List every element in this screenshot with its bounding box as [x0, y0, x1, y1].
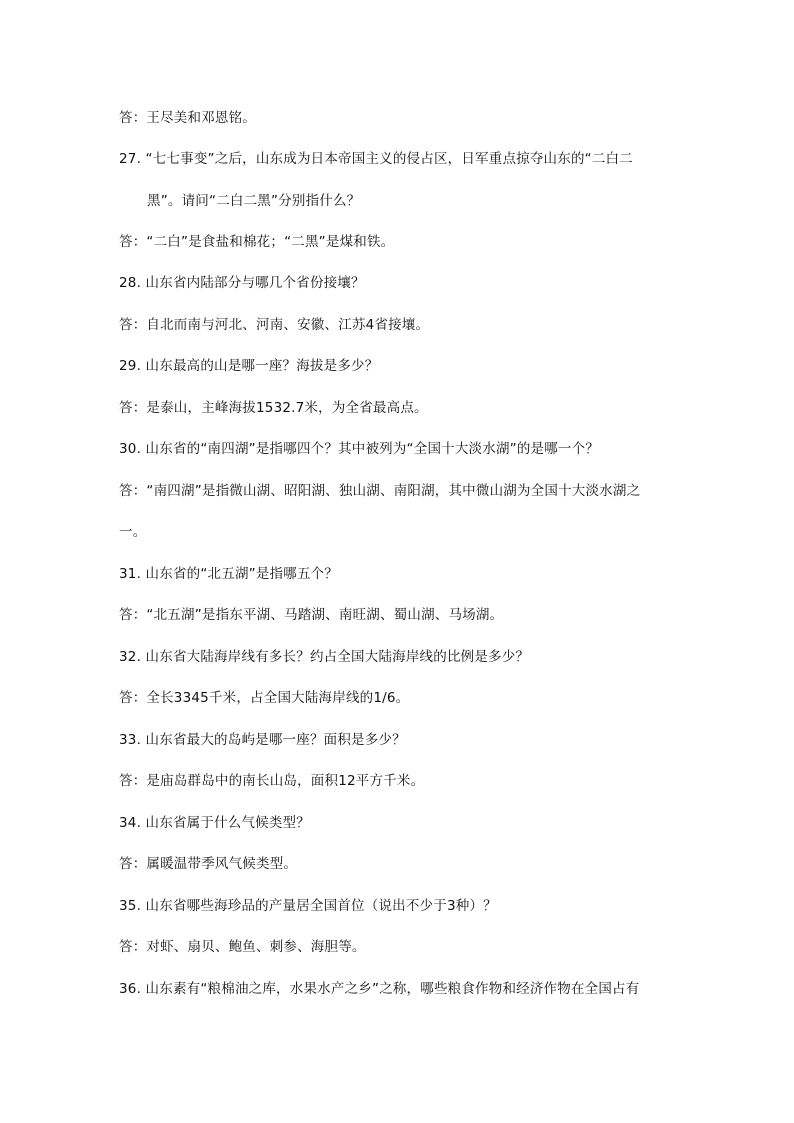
- answer-26: 答：王尽美和邓恩铭。: [119, 110, 256, 126]
- answer-33: 答：是庙岛群岛中的南长山岛，面积12平方千米。: [119, 773, 425, 789]
- question-27-continued: 黑”。请问“二白二黑”分别指什么？: [147, 193, 361, 209]
- answer-30: 答：“南四湖”是指微山湖、昭阳湖、独山湖、南阳湖，其中微山湖为全国十大淡水湖之: [119, 483, 641, 499]
- question-30: 30. 山东省的“南四湖”是指哪四个？其中被列为“全国十大淡水湖”的是哪一个？: [119, 441, 600, 457]
- question-27: 27. “七七事变”之后，山东成为日本帝国主义的侵占区，日军重点掠夺山东的“二白二: [119, 151, 633, 167]
- answer-34: 答：属暖温带季风气候类型。: [119, 856, 298, 872]
- answer-35: 答：对虾、扇贝、鲍鱼、刺参、海胆等。: [119, 939, 366, 955]
- question-31: 31. 山东省的“北五湖”是指哪五个？: [119, 566, 339, 582]
- question-36: 36. 山东素有“粮棉油之库，水果水产之乡”之称，哪些粮食作物和经济作物在全国占有: [119, 981, 640, 997]
- answer-27: 答：“二白”是食盐和棉花；“二黑”是煤和铁。: [119, 234, 395, 250]
- question-33: 33. 山东省最大的岛屿是哪一座？面积是多少？: [119, 732, 406, 748]
- answer-31: 答：“北五湖”是指东平湖、马踏湖、南旺湖、蜀山湖、马场湖。: [119, 607, 504, 623]
- question-32: 32. 山东省大陆海岸线有多长？约占全国大陆海岸线的比例是多少？: [119, 649, 530, 665]
- answer-30-continued: 一。: [119, 524, 147, 540]
- question-34: 34. 山东省属于什么气候类型？: [119, 815, 310, 831]
- answer-28: 答：自北而南与河北、河南、安徽、江苏4省接壤。: [119, 317, 430, 333]
- answer-29: 答：是泰山，主峰海拔1532.7米，为全省最高点。: [119, 400, 428, 416]
- question-35: 35. 山东省哪些海珍品的产量居全国首位（说出不少于3种）？: [119, 898, 497, 914]
- question-29: 29. 山东最高的山是哪一座？海拔是多少？: [119, 358, 379, 374]
- answer-32: 答：全长3345千米，占全国大陆海岸线的1/6。: [119, 690, 410, 706]
- question-28: 28. 山东省内陆部分与哪几个省份接壤？: [119, 275, 365, 291]
